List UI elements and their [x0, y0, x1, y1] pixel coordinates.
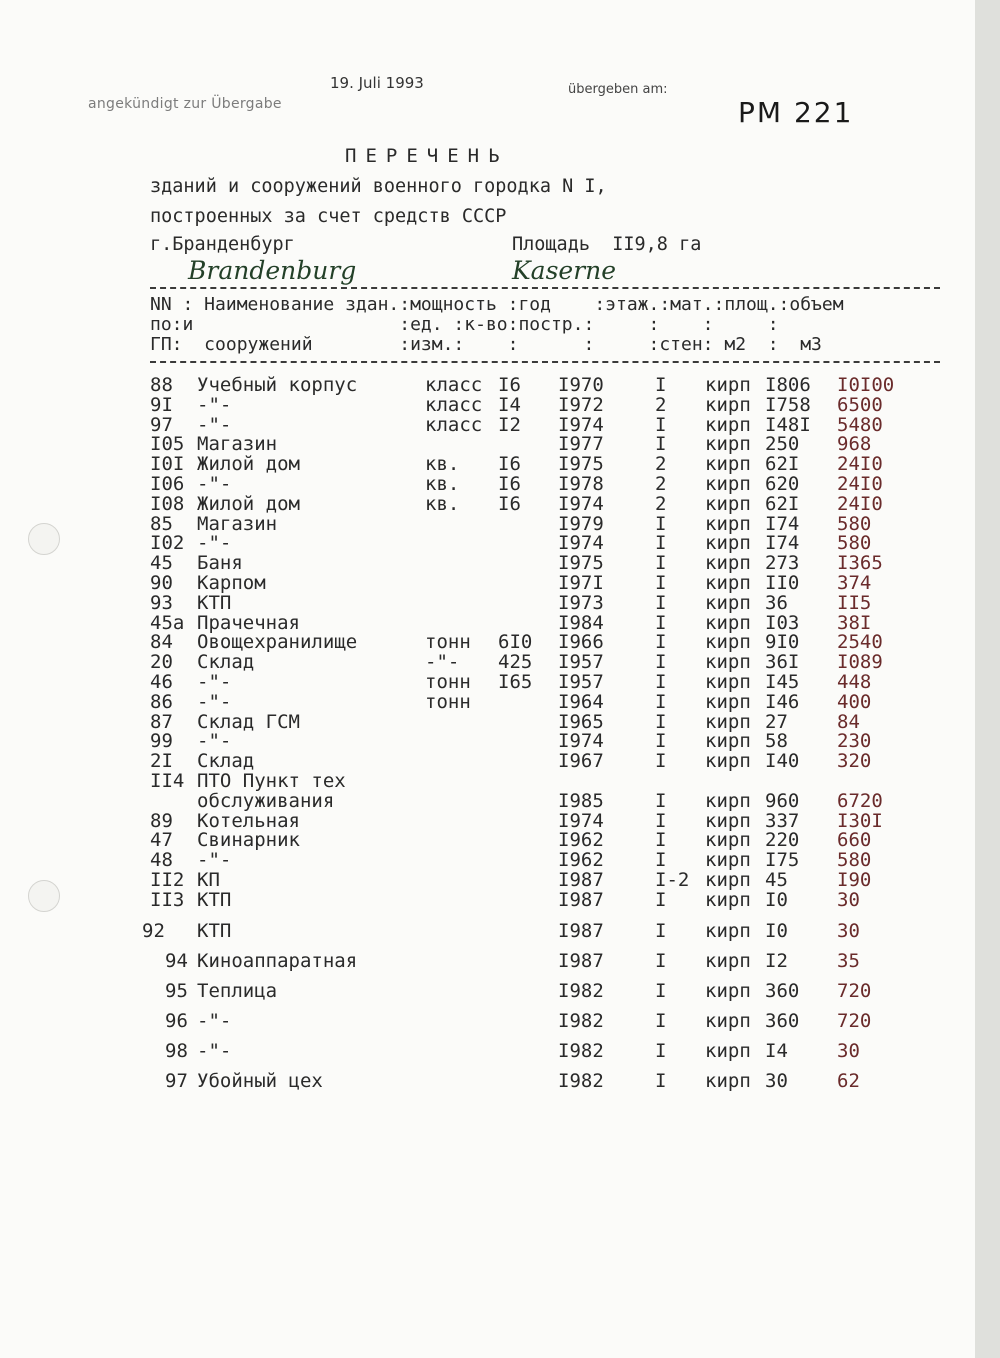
- building-name: -"-: [197, 473, 232, 495]
- capacity-unit: тонн: [425, 631, 471, 654]
- building-volume: 30: [837, 920, 860, 942]
- building-name: Киноаппаратная: [197, 950, 358, 972]
- building-volume: 580: [837, 532, 872, 555]
- floor-count: I: [655, 789, 667, 812]
- building-number: 90: [150, 572, 173, 594]
- construction-year: I982: [558, 1010, 604, 1032]
- building-volume: 374: [837, 572, 872, 594]
- handwritten-type: Kaserne: [512, 256, 617, 285]
- floor-count: I: [655, 433, 667, 456]
- construction-year: I987: [558, 920, 604, 942]
- building-volume: 580: [837, 512, 872, 535]
- building-name: Жилой дом: [197, 453, 300, 476]
- construction-year: I977: [558, 433, 604, 456]
- building-volume: 84: [837, 710, 860, 733]
- floor-count: I: [655, 710, 667, 733]
- floor-count: I-2: [655, 869, 690, 891]
- building-volume: 30: [837, 888, 860, 911]
- building-name: Склад: [197, 750, 255, 773]
- floor-area: I40: [765, 750, 800, 773]
- capacity-quantity: I65: [498, 671, 533, 693]
- building-number: II4: [150, 770, 185, 792]
- building-number: 2I: [150, 750, 173, 773]
- wall-material: кирп: [705, 690, 751, 713]
- floor-area: I0: [765, 920, 788, 942]
- construction-year: I974: [558, 730, 604, 753]
- wall-material: кирп: [705, 512, 751, 535]
- wall-material: кирп: [705, 1040, 751, 1062]
- wall-material: кирп: [705, 869, 751, 891]
- punch-hole: [28, 523, 60, 555]
- construction-year: I982: [558, 1040, 604, 1062]
- building-volume: I365: [837, 552, 883, 575]
- building-name: Склад: [197, 651, 255, 674]
- wall-material: кирп: [705, 671, 751, 693]
- building-volume: I30I: [837, 809, 883, 832]
- capacity-quantity: I6: [498, 473, 521, 495]
- building-number: II2: [150, 869, 185, 891]
- floor-area: 337: [765, 809, 800, 832]
- building-name: Жилой дом: [197, 492, 300, 515]
- construction-year: I985: [558, 789, 604, 812]
- floor-count: I: [655, 750, 667, 773]
- building-number: 99: [150, 730, 173, 753]
- capacity-unit: кв.: [425, 473, 460, 495]
- wall-material: кирп: [705, 950, 751, 972]
- building-number: 45a: [150, 611, 185, 634]
- building-name: -"-: [197, 849, 232, 872]
- construction-year: I962: [558, 829, 604, 852]
- construction-year: I97I: [558, 572, 604, 594]
- building-volume: 62: [837, 1070, 860, 1092]
- building-number: 89: [150, 809, 173, 832]
- building-number: 20: [150, 651, 173, 674]
- building-volume: 6720: [837, 789, 883, 812]
- building-name: КТП: [197, 888, 232, 911]
- floor-count: I: [655, 591, 667, 614]
- building-number: 87: [150, 710, 173, 733]
- construction-year: I972: [558, 393, 604, 416]
- construction-year: I974: [558, 413, 604, 436]
- floor-area: 58: [765, 730, 788, 753]
- floor-area: I45: [765, 671, 800, 693]
- floor-area: I03: [765, 611, 800, 634]
- building-volume: 24I0: [837, 492, 883, 515]
- building-name: Баня: [197, 552, 243, 575]
- floor-count: 2: [655, 492, 667, 515]
- construction-year: I975: [558, 552, 604, 575]
- floor-count: I: [655, 552, 667, 575]
- building-number: 96: [165, 1010, 188, 1032]
- building-volume: 230: [837, 730, 872, 753]
- city-label: г.Бранденбург: [150, 234, 295, 255]
- wall-material: кирп: [705, 730, 751, 753]
- wall-material: кирп: [705, 631, 751, 654]
- floor-area: I2: [765, 950, 788, 972]
- building-volume: 38I: [837, 611, 872, 634]
- capacity-unit: тонн: [425, 671, 471, 693]
- floor-count: I: [655, 809, 667, 832]
- building-name: КТП: [197, 591, 232, 614]
- wall-material: кирп: [705, 849, 751, 872]
- construction-year: I970: [558, 374, 604, 396]
- floor-area: I74: [765, 512, 800, 535]
- floor-area: I75: [765, 849, 800, 872]
- capacity-quantity: I6: [498, 374, 521, 396]
- floor-area: I0: [765, 888, 788, 911]
- floor-area: 620: [765, 473, 800, 495]
- floor-area: 27: [765, 710, 788, 733]
- building-number: 48: [150, 849, 173, 872]
- floor-count: I: [655, 374, 667, 396]
- building-volume: 448: [837, 671, 872, 693]
- floor-count: I: [655, 849, 667, 872]
- building-name: -"-: [197, 730, 232, 753]
- building-number: 92: [142, 920, 165, 942]
- stamp-announced: angekündigt zur Übergabe: [88, 96, 282, 112]
- capacity-quantity: I6: [498, 453, 521, 476]
- capacity-unit: класс: [425, 413, 483, 436]
- wall-material: кирп: [705, 888, 751, 911]
- capacity-quantity: 6I0: [498, 631, 533, 654]
- wall-material: кирп: [705, 572, 751, 594]
- capacity-unit: кв.: [425, 492, 460, 515]
- building-volume: I0I00: [837, 374, 895, 396]
- floor-count: I: [655, 920, 667, 942]
- building-name: -"-: [197, 690, 232, 713]
- floor-area: 220: [765, 829, 800, 852]
- wall-material: кирп: [705, 393, 751, 416]
- floor-count: I: [655, 980, 667, 1002]
- construction-year: I974: [558, 809, 604, 832]
- floor-area: 960: [765, 789, 800, 812]
- construction-year: I973: [558, 591, 604, 614]
- wall-material: кирп: [705, 651, 751, 674]
- background-strip: [975, 0, 1000, 1358]
- wall-material: кирп: [705, 473, 751, 495]
- floor-area: 250: [765, 433, 800, 456]
- floor-count: I: [655, 512, 667, 535]
- floor-count: I: [655, 829, 667, 852]
- building-name: Склад ГСМ: [197, 710, 300, 733]
- building-name: -"-: [197, 393, 232, 416]
- building-volume: 968: [837, 433, 872, 456]
- capacity-quantity: 425: [498, 651, 533, 674]
- building-name: -"-: [197, 1040, 232, 1062]
- building-number: 85: [150, 512, 173, 535]
- building-number: 94: [165, 950, 188, 972]
- floor-area: 45: [765, 869, 788, 891]
- floor-count: 2: [655, 473, 667, 495]
- building-name: Теплица: [197, 980, 278, 1002]
- building-name: КП: [197, 869, 220, 891]
- floor-area: 36I: [765, 651, 800, 674]
- punch-hole: [28, 880, 60, 912]
- header-row-3: ГП: сооружений :изм.: : : :стен: м2 : м3: [150, 334, 822, 355]
- building-name: -"-: [197, 671, 232, 693]
- building-number: 84: [150, 631, 173, 654]
- handwritten-code: PM 221: [738, 96, 854, 129]
- floor-area: I46: [765, 690, 800, 713]
- building-volume: 24I0: [837, 453, 883, 476]
- capacity-quantity: I4: [498, 393, 521, 416]
- floor-count: I: [655, 690, 667, 713]
- building-name: Магазин: [197, 512, 278, 535]
- building-name: Овощехранилище: [197, 631, 358, 654]
- building-name: Котельная: [197, 809, 300, 832]
- wall-material: кирп: [705, 789, 751, 812]
- wall-material: кирп: [705, 532, 751, 555]
- floor-count: 2: [655, 393, 667, 416]
- building-name: -"-: [197, 532, 232, 555]
- building-number: 45: [150, 552, 173, 575]
- building-volume: 5480: [837, 413, 883, 436]
- construction-year: I957: [558, 671, 604, 693]
- capacity-quantity: I2: [498, 413, 521, 436]
- capacity-unit: -"-: [425, 651, 460, 674]
- floor-count: I: [655, 671, 667, 693]
- floor-count: I: [655, 532, 667, 555]
- stamp-date: 19. Juli 1993: [330, 74, 424, 92]
- stamp-handed-over: übergeben am:: [568, 82, 668, 97]
- capacity-unit: тонн: [425, 690, 471, 713]
- building-number: I06: [150, 473, 185, 495]
- construction-year: I962: [558, 849, 604, 872]
- document-title: ПЕРЕЧЕНЬ: [345, 145, 509, 167]
- capacity-unit: кв.: [425, 453, 460, 476]
- subtitle-line-2: построенных за счет средств СССР: [150, 206, 507, 227]
- construction-year: I978: [558, 473, 604, 495]
- floor-area: 36: [765, 591, 788, 614]
- building-volume: 30: [837, 1040, 860, 1062]
- building-number: 93: [150, 591, 173, 614]
- building-volume: 35: [837, 950, 860, 972]
- building-number: 88: [150, 374, 173, 396]
- wall-material: кирп: [705, 413, 751, 436]
- area-label: Площадь II9,8 га: [512, 234, 702, 255]
- floor-area: I48I: [765, 413, 811, 436]
- wall-material: кирп: [705, 809, 751, 832]
- building-volume: 720: [837, 1010, 872, 1032]
- handwritten-city: Brandenburg: [188, 256, 357, 285]
- wall-material: кирп: [705, 1010, 751, 1032]
- floor-area: 360: [765, 1010, 800, 1032]
- wall-material: кирп: [705, 591, 751, 614]
- construction-year: I984: [558, 611, 604, 634]
- building-volume: 2540: [837, 631, 883, 654]
- floor-area: 62I: [765, 492, 800, 515]
- building-number: 47: [150, 829, 173, 852]
- building-name: Учебный корпус: [197, 374, 358, 396]
- wall-material: кирп: [705, 750, 751, 773]
- building-number: II3: [150, 888, 185, 911]
- floor-area: I4: [765, 1040, 788, 1062]
- construction-year: I964: [558, 690, 604, 713]
- building-number: 46: [150, 671, 173, 693]
- building-number: I05: [150, 433, 185, 456]
- building-volume: 24I0: [837, 473, 883, 495]
- building-name: -"-: [197, 1010, 232, 1032]
- capacity-unit: класс: [425, 393, 483, 416]
- floor-area: I806: [765, 374, 811, 396]
- floor-count: 2: [655, 453, 667, 476]
- wall-material: кирп: [705, 492, 751, 515]
- building-number: 9I: [150, 393, 173, 416]
- floor-area: 360: [765, 980, 800, 1002]
- dashed-divider-top: [150, 287, 940, 289]
- capacity-unit: класс: [425, 374, 483, 396]
- construction-year: I974: [558, 492, 604, 515]
- building-name: Убойный цех: [197, 1070, 323, 1092]
- wall-material: кирп: [705, 552, 751, 575]
- building-volume: 400: [837, 690, 872, 713]
- building-name: Прачечная: [197, 611, 300, 634]
- building-name: Карпом: [197, 572, 266, 594]
- building-name: КТП: [197, 920, 232, 942]
- floor-count: I: [655, 1040, 667, 1062]
- construction-year: I974: [558, 532, 604, 555]
- floor-count: I: [655, 730, 667, 753]
- building-name: обслуживания: [197, 789, 335, 812]
- building-number: 86: [150, 690, 173, 713]
- building-volume: 660: [837, 829, 872, 852]
- floor-area: I758: [765, 393, 811, 416]
- building-volume: II5: [837, 591, 872, 614]
- wall-material: кирп: [705, 710, 751, 733]
- wall-material: кирп: [705, 374, 751, 396]
- floor-count: I: [655, 413, 667, 436]
- floor-count: I: [655, 651, 667, 674]
- construction-year: I967: [558, 750, 604, 773]
- building-name: -"-: [197, 413, 232, 436]
- floor-area: 273: [765, 552, 800, 575]
- building-name: ПТО Пункт тех: [197, 770, 346, 792]
- construction-year: I966: [558, 631, 604, 654]
- floor-count: I: [655, 888, 667, 911]
- wall-material: кирп: [705, 611, 751, 634]
- wall-material: кирп: [705, 920, 751, 942]
- building-volume: I089: [837, 651, 883, 674]
- floor-area: II0: [765, 572, 800, 594]
- construction-year: I957: [558, 651, 604, 674]
- construction-year: I979: [558, 512, 604, 535]
- floor-count: I: [655, 950, 667, 972]
- building-name: Магазин: [197, 433, 278, 456]
- construction-year: I982: [558, 980, 604, 1002]
- wall-material: кирп: [705, 829, 751, 852]
- floor-count: I: [655, 611, 667, 634]
- capacity-quantity: I6: [498, 492, 521, 515]
- construction-year: I987: [558, 869, 604, 891]
- construction-year: I987: [558, 950, 604, 972]
- building-volume: 320: [837, 750, 872, 773]
- floor-count: I: [655, 1070, 667, 1092]
- header-row-2: по:и :ед. :к-во:постр.: : : :: [150, 314, 779, 335]
- building-number: 95: [165, 980, 188, 1002]
- building-volume: 580: [837, 849, 872, 872]
- building-number: I02: [150, 532, 185, 555]
- floor-count: I: [655, 631, 667, 654]
- construction-year: I987: [558, 888, 604, 911]
- construction-year: I982: [558, 1070, 604, 1092]
- building-volume: 720: [837, 980, 872, 1002]
- construction-year: I975: [558, 453, 604, 476]
- dashed-divider-bottom: [150, 361, 940, 363]
- floor-count: I: [655, 572, 667, 594]
- floor-area: 30: [765, 1070, 788, 1092]
- floor-count: I: [655, 1010, 667, 1032]
- wall-material: кирп: [705, 453, 751, 476]
- building-name: Свинарник: [197, 829, 300, 852]
- building-number: 97: [165, 1070, 188, 1092]
- wall-material: кирп: [705, 1070, 751, 1092]
- building-number: I08: [150, 492, 185, 515]
- construction-year: I965: [558, 710, 604, 733]
- subtitle-line-1: зданий и сооружений военного городка N I,: [150, 176, 607, 197]
- building-volume: 6500: [837, 393, 883, 416]
- building-number: 98: [165, 1040, 188, 1062]
- floor-area: I74: [765, 532, 800, 555]
- floor-area: 9I0: [765, 631, 800, 654]
- header-row-1: NN : Наименование здан.:мощность :год :этаж.:мат.:площ.:объем: [150, 294, 844, 315]
- wall-material: кирп: [705, 433, 751, 456]
- floor-area: 62I: [765, 453, 800, 476]
- building-number: I0I: [150, 453, 185, 476]
- building-number: 97: [150, 413, 173, 436]
- wall-material: кирп: [705, 980, 751, 1002]
- building-volume: I90: [837, 869, 872, 891]
